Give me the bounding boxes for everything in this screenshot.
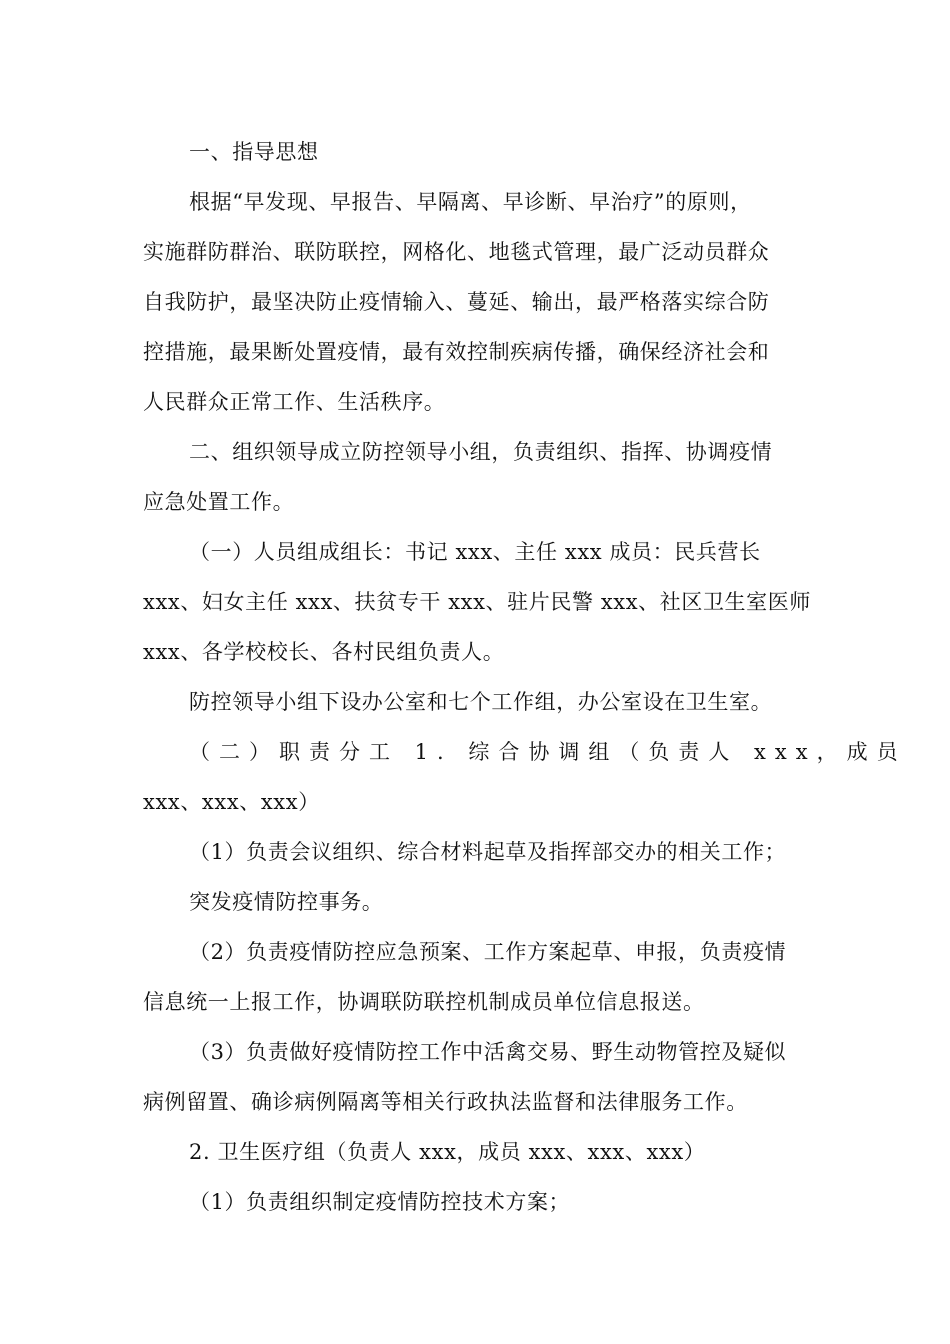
paragraph-line: 实施群防群治、联防联控，网格化、地毯式管理，最广泛动员群众 — [143, 240, 770, 264]
paragraph-line: 突发疫情防控事务。 — [189, 890, 384, 914]
paragraph-line: xxx、妇女主任 xxx、扶贫专干 xxx、驻片民警 xxx、社区卫生室医师 — [143, 590, 811, 614]
list-item: （3）负责做好疫情防控工作中活禽交易、野生动物管控及疑似 — [189, 1040, 787, 1064]
paragraph-line: 病例留置、确诊病例隔离等相关行政执法监督和法律服务工作。 — [143, 1090, 748, 1114]
paragraph-line: 人民群众正常工作、生活秩序。 — [143, 390, 446, 414]
paragraph-line: （一）人员组成组长：书记 xxx、主任 xxx 成员：民兵营长 — [189, 540, 761, 564]
heading-organization: 二、组织领导成立防控领导小组，负责组织、指挥、协调疫情 — [189, 440, 773, 464]
paragraph-line: 防控领导小组下设办公室和七个工作组，办公室设在卫生室。 — [189, 690, 773, 714]
list-item: （1）负责会议组织、综合材料起草及指挥部交办的相关工作； — [189, 840, 787, 864]
paragraph-line: 自我防护，最坚决防止疫情输入、蔓延、输出，最严格落实综合防 — [143, 290, 770, 314]
paragraph-line: 应急处置工作。 — [143, 490, 295, 514]
paragraph-line: xxx、xxx、xxx） — [143, 790, 320, 814]
paragraph-line: 根据“早发现、早报告、早隔离、早诊断、早治疗”的原则， — [189, 190, 752, 214]
paragraph-line: 信息统一上报工作，协调联防联控机制成员单位信息报送。 — [143, 990, 705, 1014]
list-item: （2）负责疫情防控应急预案、工作方案起草、申报，负责疫情 — [189, 940, 787, 964]
paragraph-line: xxx、各学校校长、各村民组负责人。 — [143, 640, 505, 664]
heading-duties: （二）职责分工 1. 综合协调组（负责人 xxx，成员 — [189, 740, 907, 764]
paragraph-line: 控措施，最果断处置疫情，最有效控制疾病传播，确保经济社会和 — [143, 340, 770, 364]
list-item: （1）负责组织制定疫情防控技术方案； — [189, 1190, 571, 1214]
heading-guiding-ideology: 一、指导思想 — [189, 140, 319, 164]
heading-medical-group: 2. 卫生医疗组（负责人 xxx，成员 xxx、xxx、xxx） — [189, 1140, 706, 1164]
